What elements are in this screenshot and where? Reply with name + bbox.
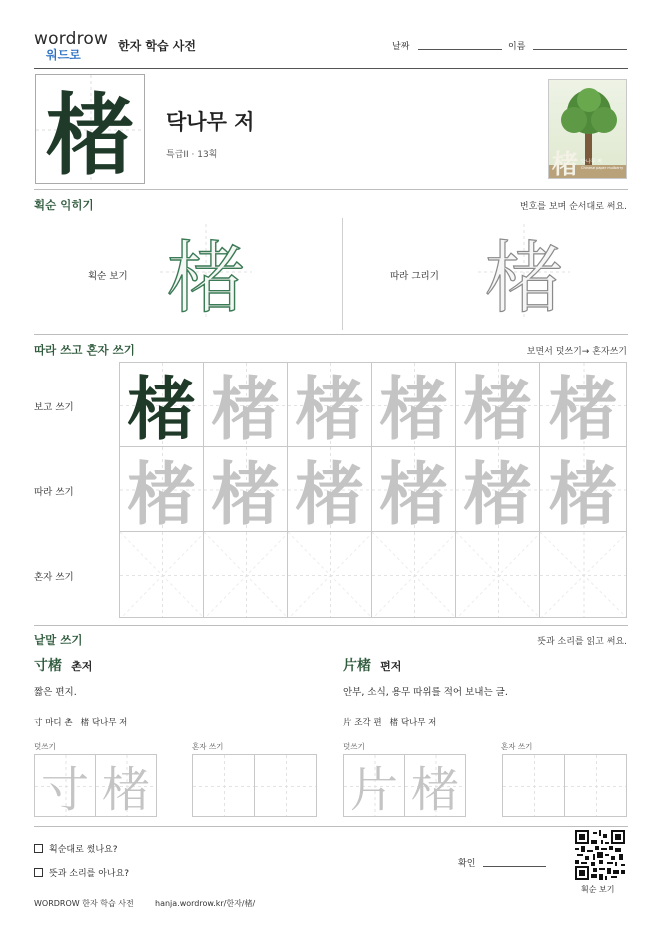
trace-character: 楮 <box>463 454 532 532</box>
grid-cell[interactable] <box>287 531 372 618</box>
stroke-section-divider <box>342 218 343 330</box>
page-title: 한자 학습 사전 <box>118 39 196 53</box>
grid-cell[interactable] <box>119 362 204 447</box>
stroke-view-box <box>160 224 252 324</box>
word-trace-character: 片 <box>349 762 398 817</box>
checklist-item[interactable] <box>34 842 118 855</box>
grid-cell[interactable] <box>119 446 204 532</box>
grid-cell[interactable] <box>203 531 288 618</box>
grid-cell[interactable] <box>287 446 372 532</box>
trace-character: 楮 <box>211 370 280 447</box>
word-trace-cell[interactable] <box>404 754 466 817</box>
grid-cell[interactable] <box>203 362 288 447</box>
header-divider <box>34 68 628 69</box>
stroke-view-character: 楮 <box>166 234 245 324</box>
practice-grid <box>119 362 627 618</box>
grid-cell[interactable] <box>371 362 456 447</box>
name-field[interactable] <box>533 49 627 50</box>
write-section-title: 따라 쓰고 혼자 쓰기 <box>34 343 135 357</box>
grade-strokes: 특급II · 13획 <box>166 150 218 160</box>
grid-cell[interactable] <box>455 446 540 532</box>
checklist-label: 획순대로 썼나요? <box>49 845 118 855</box>
date-label: 날짜 <box>392 42 410 52</box>
hero-divider <box>34 189 628 190</box>
solo-label: 혼자 쓰기 <box>501 742 533 751</box>
hero-character-box <box>35 74 145 184</box>
grid-cell[interactable] <box>371 531 456 618</box>
word-solo-cell[interactable] <box>254 754 317 817</box>
grid-cell[interactable] <box>203 446 288 532</box>
stroke-view-label: 획순 보기 <box>88 271 128 282</box>
words-section-title: 낱말 쓰기 <box>34 633 83 647</box>
trace-character: 楮 <box>484 234 563 324</box>
trace-character: 楮 <box>463 370 532 447</box>
date-field[interactable] <box>418 49 502 50</box>
write-divider <box>34 625 628 626</box>
thumb-character: 楮 <box>552 150 579 179</box>
meaning-sound: 닥나무 저 <box>166 110 255 134</box>
trace-character: 楮 <box>379 454 448 532</box>
word-trace-cell[interactable] <box>95 754 157 817</box>
name-label: 이름 <box>508 42 526 52</box>
grid-cell[interactable] <box>539 531 627 618</box>
trace-box[interactable] <box>478 224 570 324</box>
qr-caption: 획순 보기 <box>581 885 615 894</box>
word-trace-character: 楮 <box>410 762 459 817</box>
checklist-item[interactable] <box>34 866 129 879</box>
grid-cell[interactable] <box>287 362 372 447</box>
trace-character: 楮 <box>379 370 448 447</box>
confirm-field[interactable] <box>483 866 546 867</box>
grid-cell[interactable] <box>119 531 204 618</box>
footer-brand: WORDROW 한자 학습 사전 <box>34 899 134 908</box>
word-entry-2 <box>343 655 633 675</box>
grid-cell[interactable] <box>455 531 540 618</box>
footer-url[interactable]: hanja.wordrow.kr/한자/楮/ <box>155 899 256 908</box>
word-hanja: 片楮 <box>343 658 371 674</box>
word-solo-cell[interactable] <box>564 754 627 817</box>
trace-character: 楮 <box>211 454 280 532</box>
grid-cell[interactable] <box>371 446 456 532</box>
model-character: 楮 <box>127 370 196 447</box>
trace-character: 楮 <box>127 454 196 532</box>
hero-character: 楮 <box>45 83 134 184</box>
thumb-caption: 닥나무 저 <box>581 159 602 165</box>
stroke-section-title: 획순 익히기 <box>34 198 94 212</box>
trace-character: 楮 <box>548 454 617 532</box>
word-solo-cell[interactable] <box>502 754 565 817</box>
confirm-label: 확인 <box>458 859 476 869</box>
word-entry-1 <box>34 655 334 675</box>
checkbox-icon[interactable] <box>34 868 43 877</box>
grid-cell[interactable] <box>539 446 627 532</box>
word-trace-cell[interactable] <box>34 754 96 817</box>
words-section-note: 뜻과 소리를 읽고 써요. <box>537 637 627 647</box>
trace-label: 덧쓰기 <box>343 742 365 751</box>
word-definition: 짧은 편지. <box>34 687 77 698</box>
word-parts: 片 조각 편 楮 닥나무 저 <box>343 718 437 728</box>
checklist-label: 뜻과 소리를 아나요? <box>49 869 130 879</box>
word-reading: 촌저 <box>71 660 93 673</box>
word-solo-cell[interactable] <box>192 754 255 817</box>
solo-label: 혼자 쓰기 <box>192 742 224 751</box>
trace-character: 楮 <box>295 370 364 447</box>
row-label-view: 보고 쓰기 <box>34 402 74 413</box>
tree-thumbnail <box>548 79 627 179</box>
word-parts: 寸 마디 촌 楮 닥나무 저 <box>34 718 128 728</box>
word-trace-character: 寸 <box>40 762 89 817</box>
word-hanja: 寸楮 <box>34 658 62 674</box>
word-reading: 편저 <box>380 660 402 673</box>
word-trace-character: 楮 <box>101 762 150 817</box>
write-section-note: 보면서 덧쓰기→ 혼자쓰기 <box>526 347 627 357</box>
trace-character: 楮 <box>295 454 364 532</box>
grid-cell[interactable] <box>539 362 627 447</box>
stroke-divider <box>34 334 628 335</box>
row-label-solo: 혼자 쓰기 <box>34 572 74 583</box>
qr-code-icon[interactable] <box>575 830 625 880</box>
logo-korean: 워드로 <box>46 48 81 62</box>
trace-label: 덧쓰기 <box>34 742 56 751</box>
checkbox-icon[interactable] <box>34 844 43 853</box>
word-trace-cell[interactable] <box>343 754 405 817</box>
trace-character: 楮 <box>548 370 617 447</box>
words-divider <box>34 826 628 827</box>
trace-label: 따라 그리기 <box>390 271 439 282</box>
logo-wordmark: wordrow <box>34 29 109 49</box>
thumb-sub: Chinese paper mulberry <box>581 166 624 170</box>
stroke-section-note: 번호를 보며 순서대로 써요. <box>519 202 627 212</box>
logo <box>34 30 114 66</box>
word-definition: 안부, 소식, 용무 따위를 적어 보내는 글. <box>343 687 508 698</box>
row-label-trace: 따라 쓰기 <box>34 487 74 498</box>
grid-cell[interactable] <box>455 362 540 447</box>
